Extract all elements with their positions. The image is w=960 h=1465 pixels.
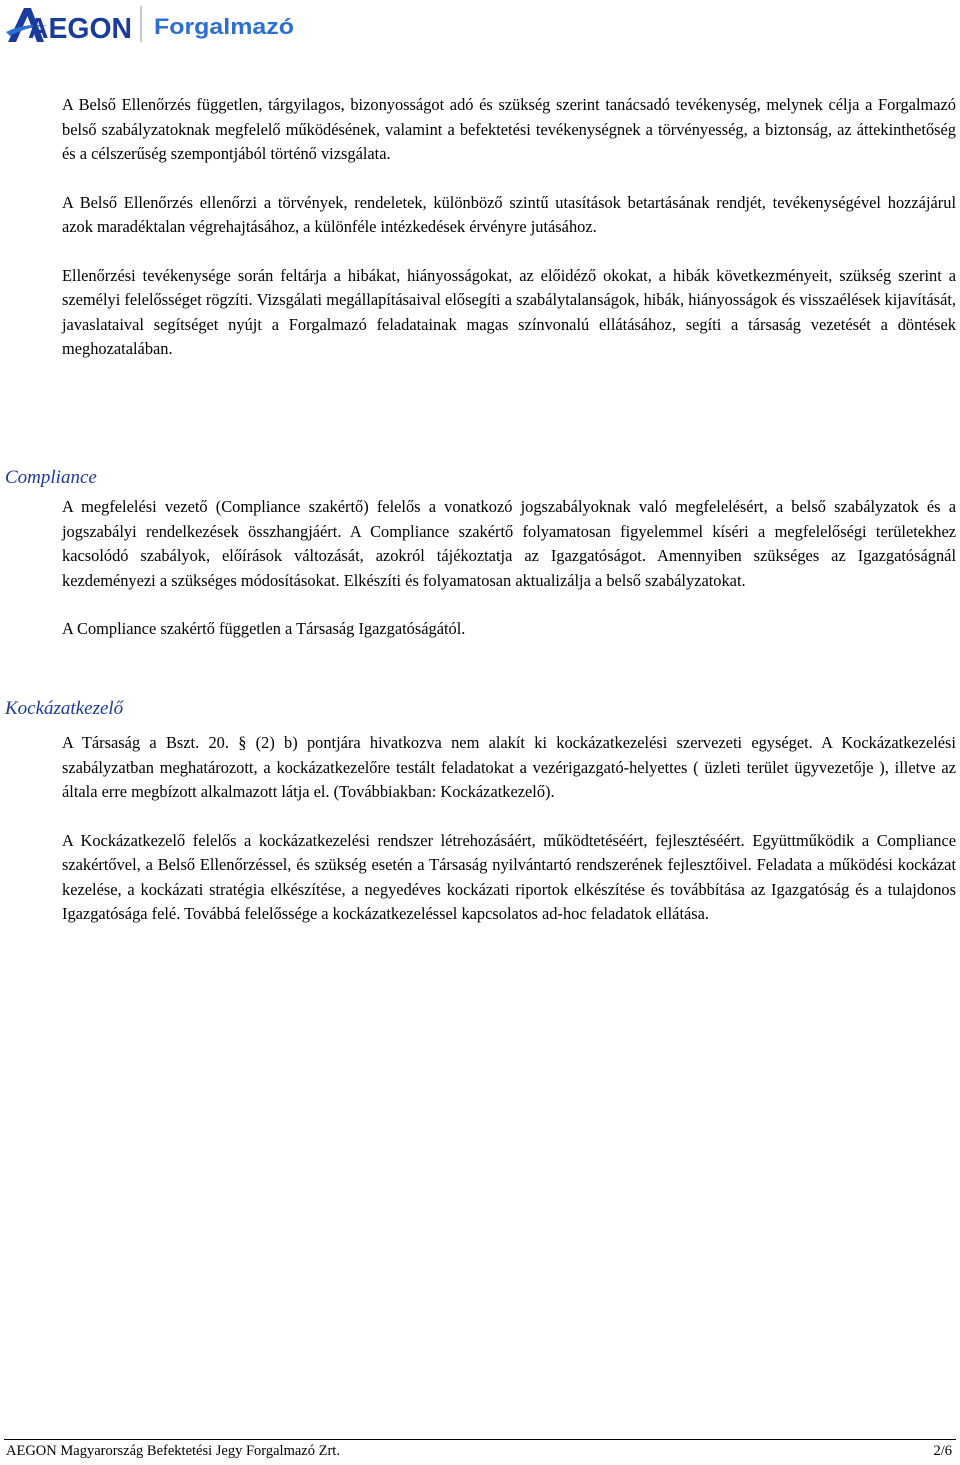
footer-divider	[4, 1439, 956, 1440]
compliance-heading: Compliance	[5, 467, 97, 488]
logo-sub-text: Forgalmazó	[154, 14, 294, 39]
logo-brand-text: AEGON	[28, 13, 132, 45]
intro-paragraph-3: Ellenőrzési tevékenysége során feltárja a hibákat, hiányosságokat, az előidéző okokat, a hibák következményeit, szükség szerint a személyi felelősséget rögzíti. Vizsgálati megállapításaival elősegíti a szabálytalanságok, hibák, hiányosságok és visszaélések kijavítását, javaslataival segítséget nyújt a Forgalmazó feladatainak magas színvonalú ellátásához, segíti a társaság vezetését a döntések meghozatalában.	[62, 265, 956, 358]
aegon-forgalmazo-logo	[4, 2, 304, 48]
page-header	[0, 0, 960, 52]
risk-section	[62, 731, 956, 951]
intro-paragraph-1: A Belső Ellenőrzés független, tárgyilagos, bizonyosságot adó és szükség szerint tanácsadó tevékenység, melynek célja a Forgalmazó belső szabályzatoknak megfelelő működésének, valamint a befektetési tevékenységnek a törvényesség, a biztonság, az áttekinthetőség és a célszerűség szempontjából történő vizsgálata.	[62, 95, 956, 163]
intro-section	[62, 93, 956, 386]
compliance-paragraph-2: A Compliance szakértő független a Társaság Igazgatóságától.	[62, 619, 466, 638]
risk-heading: Kockázatkezelő	[5, 698, 124, 719]
footer-page-number: 2/6	[933, 1443, 952, 1459]
intro-paragraph-2: A Belső Ellenőrzés ellenőrzi a törvények, rendeletek, különböző szintű utasítások betartásának rendjét, tevékenységével hozzájárul azok maradéktalan végrehajtásához, a különféle intézkedések érvényre jutásához.	[62, 192, 956, 236]
risk-paragraph-1: A Társaság a Bszt. 20. § (2) b) pontjára hivatkozva nem alakít ki kockázatkezelési szervezeti egységet. A Kockázatkezelési szabályzatban meghatározott, a kockázatkezelőre testált feladatokat a vezérigazgató-helyettes ( üzleti terület ügyvezetője ), illetve az általa erre megbízott alkalmazott látja el. (Továbbiakban: Kockázatkezelő).	[62, 733, 956, 801]
compliance-paragraph-1: A megfelelési vezető (Compliance szakértő) felelős a vonatkozó jogszabályoknak való megfelelésért, a belső szabályzatok és a jogszabályi rendelkezések összhangjáért. A Compliance szakértő folyamatosan figyelemmel kíséri a megfelelőségi területekhez kacsolódó szabályok, előírások változását, azokról tájékoztatja az Igazgatóságot. Amennyiben szükséges az Igazgatóságnál kezdeményezi a szükséges módosításokat. Elkészíti és folyamatosan aktualizálja a belső szabályzatokat.	[62, 497, 956, 590]
risk-paragraph-2: A Kockázatkezelő felelős a kockázatkezelési rendszer létrehozásáért, működtetéséért, fejlesztéséért. Együttműködik a Compliance szakértővel, a Belső Ellenőrzéssel, és szükség esetén a Társaság nyilvántartó rendszerének fejlesztőivel. Feladata a működési kockázat kezelése, a kockázati stratégia elkészítése, a negyedéves kockázati riportok elkészítése és továbbítása az Igazgatóság és a tulajdonos Igazgatósága felé. Továbbá felelőssége a kockázatkezeléssel kapcsolatos ad-hoc feladatok ellátása.	[62, 830, 956, 923]
compliance-section	[62, 495, 956, 666]
footer-company: AEGON Magyarország Befektetési Jegy Forgalmazó Zrt.	[6, 1443, 340, 1459]
